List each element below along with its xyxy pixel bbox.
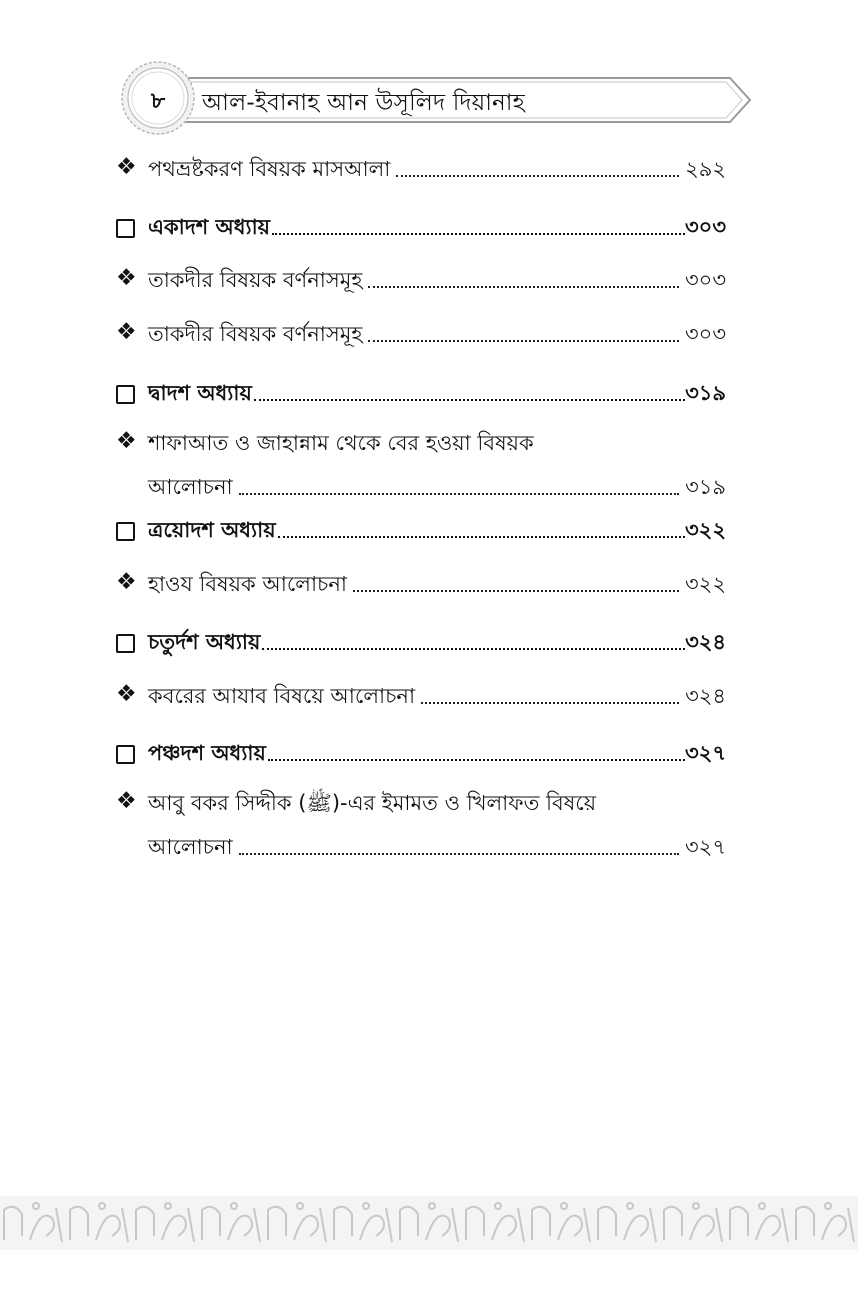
toc-entry-title: পঞ্চদশ অধ্যায় <box>148 741 266 765</box>
square-box-icon <box>116 634 135 653</box>
toc-entry-title: কবরের আযাব বিষয়ে আলোচনা <box>148 684 416 708</box>
toc-chapter-entry <box>116 738 726 768</box>
diamond-bullet-icon: ❖ <box>116 788 137 814</box>
toc-page-number: ৩১৯ <box>685 381 726 405</box>
toc-section-entry <box>116 569 726 599</box>
toc-section-entry <box>116 265 726 295</box>
running-header <box>118 60 758 140</box>
toc-page-number: ৩১৯ <box>685 475 726 499</box>
toc-entry-title: আলোচনা <box>148 475 233 499</box>
toc-chapter-entry <box>116 378 726 408</box>
dot-leader <box>254 399 685 401</box>
dot-leader <box>368 340 679 342</box>
dot-leader <box>396 175 679 177</box>
toc-page-number: ৩০৩ <box>685 268 726 292</box>
diamond-bullet-icon: ❖ <box>116 569 137 595</box>
toc-section-entry <box>116 788 726 862</box>
toc-page-number: ৩০৩ <box>685 322 726 346</box>
diamond-bullet-icon: ❖ <box>116 319 137 345</box>
toc-entry-title: শাফাআত ও জাহান্নাম থেকে বের হওয়া বিষয়ক <box>148 431 534 455</box>
toc-chapter-entry <box>116 627 726 657</box>
square-box-icon <box>116 385 135 404</box>
toc-page-number: ৩০৩ <box>685 215 726 239</box>
diamond-bullet-icon: ❖ <box>116 428 137 454</box>
toc-section-entry <box>116 154 726 184</box>
toc-entry-title: আলোচনা <box>148 835 233 859</box>
square-box-icon <box>116 522 135 541</box>
toc-page-number: ৩২২ <box>685 518 726 542</box>
diamond-bullet-icon: ❖ <box>116 154 137 180</box>
dot-leader <box>278 536 685 538</box>
toc-page-number: ৩২৭ <box>685 835 726 859</box>
toc-page-number: ৩২২ <box>685 572 726 596</box>
toc-entry-title: আবু বকর সিদ্দীক (ﷺ)-এর ইমামত ও খিলাফত বিষয়ে <box>148 791 597 815</box>
page-number: ৮ <box>150 89 166 114</box>
dot-leader <box>353 590 679 592</box>
toc-page-number: ৩২৪ <box>685 630 726 654</box>
dot-leader <box>421 702 679 704</box>
toc-entry-title: তাকদীর বিষয়ক বর্ণনাসমূহ <box>148 322 363 346</box>
square-box-icon <box>116 219 135 238</box>
footer-calligraphy-border-icon <box>0 1188 858 1258</box>
toc-chapter-entry <box>116 212 726 242</box>
dot-leader <box>368 286 679 288</box>
toc-entry-title: ত্রয়োদশ অধ্যায় <box>148 518 276 542</box>
dot-leader <box>262 648 685 650</box>
toc-section-entry <box>116 319 726 349</box>
toc-entry-title: হাওয বিষয়ক আলোচনা <box>148 572 347 596</box>
book-title: আল-ইবানাহ আন উসূলিদ দিয়ানাহ <box>202 90 525 116</box>
toc-page-number: ২৯২ <box>685 157 726 181</box>
dot-leader <box>239 853 679 855</box>
dot-leader <box>239 493 679 495</box>
toc-page-number: ৩২৭ <box>685 741 726 765</box>
toc-section-entry <box>116 428 726 502</box>
diamond-bullet-icon: ❖ <box>116 265 137 291</box>
diamond-bullet-icon: ❖ <box>116 681 137 707</box>
toc-section-entry <box>116 681 726 711</box>
square-box-icon <box>116 745 135 764</box>
toc-page-number: ৩২৪ <box>685 684 726 708</box>
toc-entry-title: চতুর্দশ অধ্যায় <box>148 630 261 654</box>
toc-entry-title: তাকদীর বিষয়ক বর্ণনাসমূহ <box>148 268 363 292</box>
dot-leader <box>268 759 685 761</box>
dot-leader <box>272 233 685 235</box>
toc-entry-title: পথভ্রষ্টকরণ বিষয়ক মাসআলা <box>148 157 391 181</box>
toc-entry-title: একাদশ অধ্যায় <box>148 215 271 239</box>
toc-chapter-entry <box>116 515 726 545</box>
toc-entry-title: দ্বাদশ অধ্যায় <box>148 381 252 405</box>
